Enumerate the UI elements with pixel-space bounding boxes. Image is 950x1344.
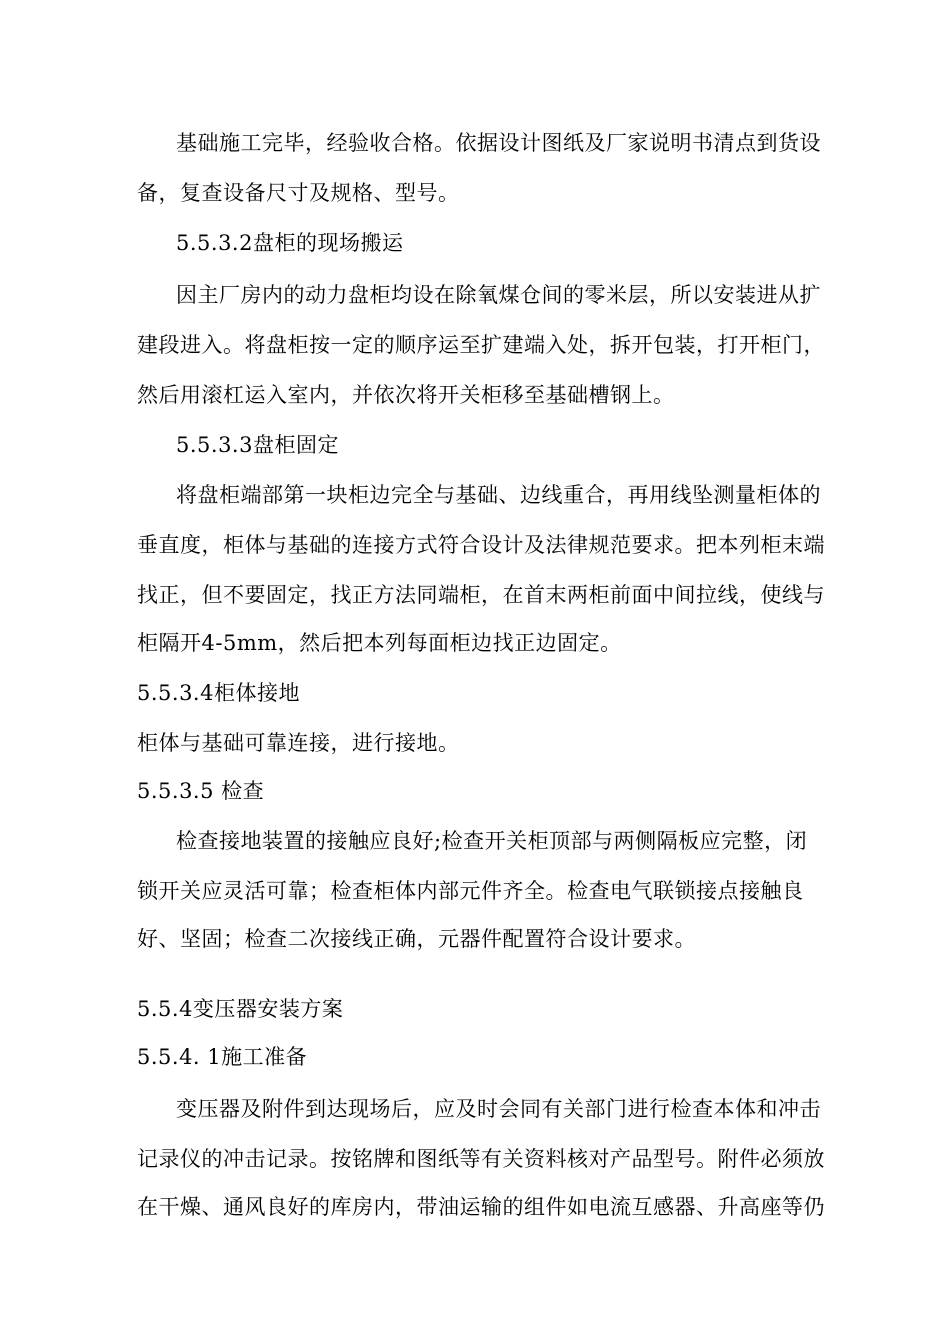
body-line: 然后用滚杠运入室内，并依次将开关柜移至基础槽钢上。 bbox=[137, 383, 675, 407]
body-line: 检查接地装置的接触应良好;检查开关柜顶部与两侧隔板应完整，闭 bbox=[176, 829, 808, 853]
body-line: 在干燥、通风良好的库房内，带油运输的组件如电流互感器、升高座等仍 bbox=[137, 1195, 825, 1219]
section-heading: 5.5.4. 1施工准备 bbox=[137, 1045, 308, 1069]
section-heading: 5.5.3.5 检查 bbox=[137, 779, 265, 803]
body-line: 锁开关应灵活可靠；检查柜体内部元件齐全。检查电气联锁接点接触良 bbox=[137, 879, 804, 903]
body-line: 将盘柜端部第一块柜边完全与基础、边线重合，再用线坠测量柜体的 bbox=[176, 483, 821, 507]
body-line: 柜隔开4-5mm，然后把本列每面柜边找正边固定。 bbox=[137, 631, 622, 655]
body-line: 记录仪的冲击记录。按铭牌和图纸等有关资料核对产品型号。附件必须放 bbox=[137, 1147, 825, 1171]
body-line: 因主厂房内的动力盘柜均设在除氧煤仓间的零米层，所以安装进从扩 bbox=[176, 283, 821, 307]
section-heading: 5.5.4变压器安装方案 bbox=[137, 997, 344, 1021]
body-line: 找正，但不要固定，找正方法同端柜，在首末两柜前面中间拉线，使线与 bbox=[137, 583, 825, 607]
body-line: 基础施工完毕，经验收合格。依据设计图纸及厂家说明书清点到货设 bbox=[176, 131, 821, 155]
body-line: 垂直度，柜体与基础的连接方式符合设计及法律规范要求。把本列柜末端 bbox=[137, 533, 825, 557]
section-heading: 5.5.3.2盘柜的现场搬运 bbox=[176, 231, 404, 255]
body-line: 备，复查设备尺寸及规格、型号。 bbox=[137, 181, 460, 205]
body-line: 建段进入。将盘柜按一定的顺序运至扩建端入处，拆开包装，打开柜门， bbox=[137, 333, 825, 357]
section-heading: 5.5.3.4柜体接地 bbox=[137, 681, 300, 705]
body-line: 变压器及附件到达现场后，应及时会同有关部门进行检查本体和冲击 bbox=[176, 1097, 821, 1121]
body-line: 好、坚固；检查二次接线正确，元器件配置符合设计要求。 bbox=[137, 927, 696, 951]
section-heading: 5.5.3.3盘柜固定 bbox=[176, 433, 339, 457]
body-line: 柜体与基础可靠连接，进行接地。 bbox=[137, 731, 460, 755]
